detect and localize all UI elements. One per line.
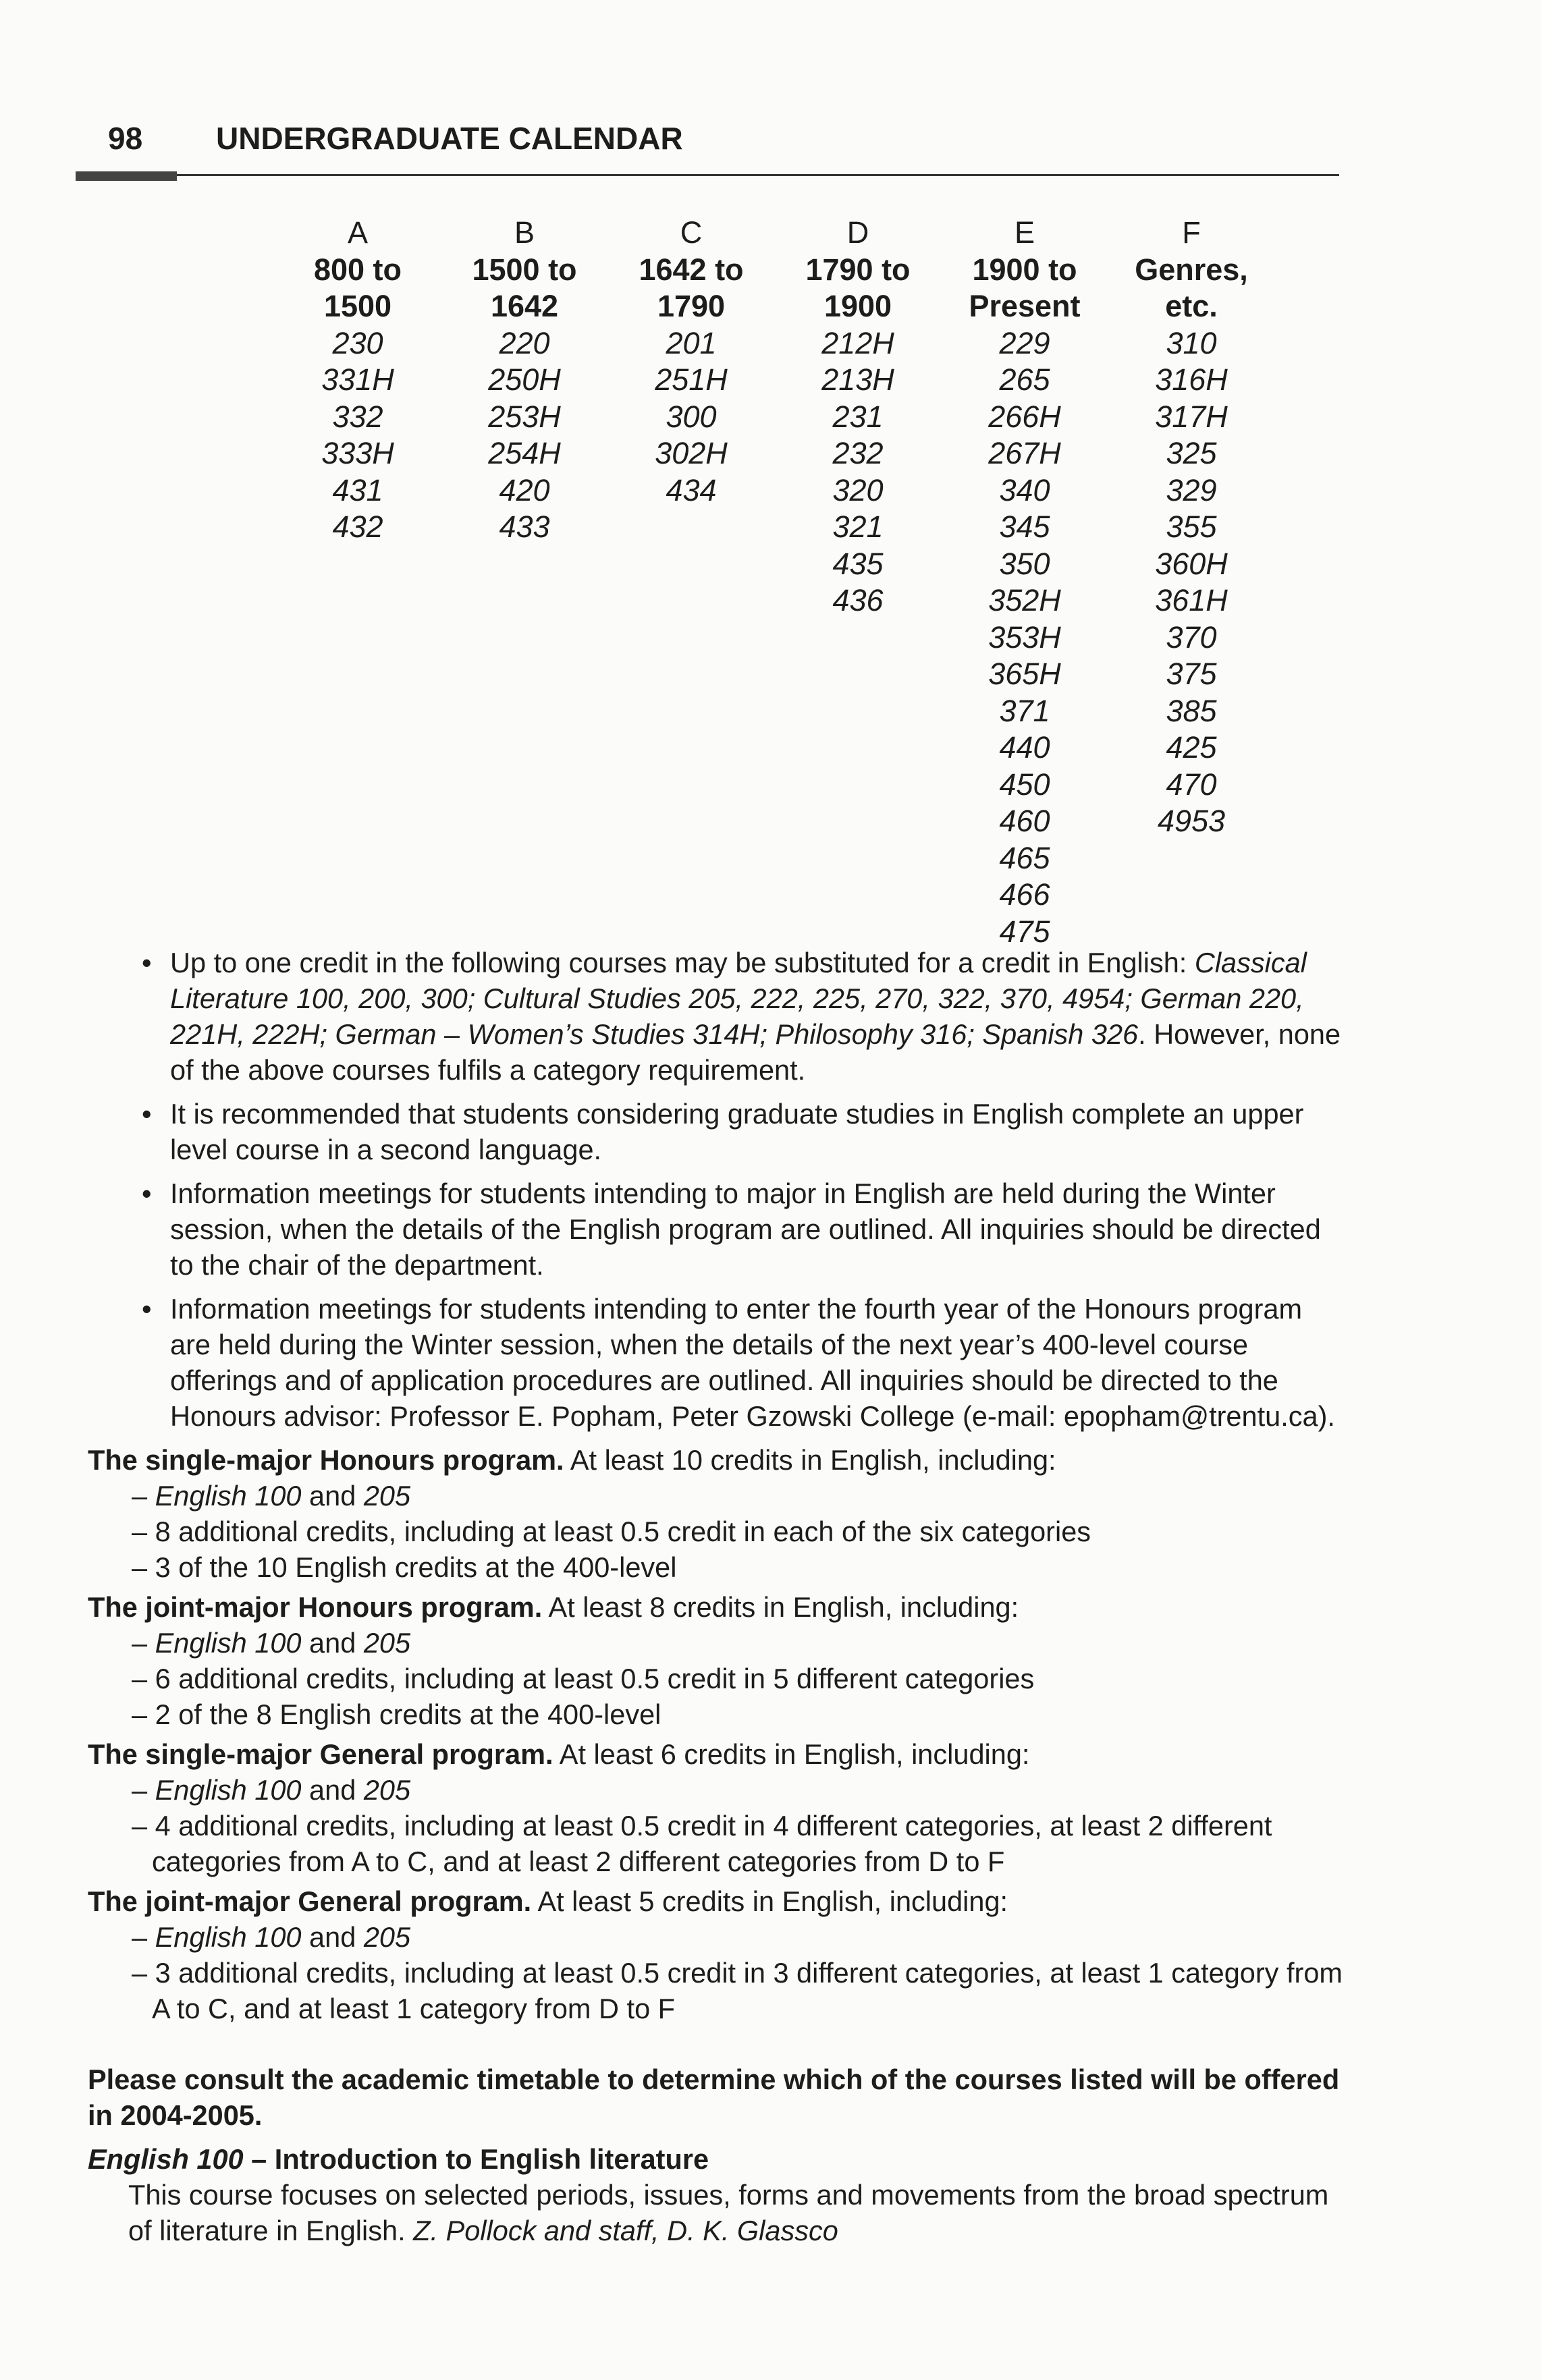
course-number: 385 bbox=[1166, 693, 1217, 728]
requirement: – 3 additional credits, including at least 0.5 credit in 3 different categories, at least 1 category from A to C, and at least 1 category from D to F bbox=[132, 1957, 1343, 2024]
requirement: – English 100 and 205 bbox=[132, 1480, 411, 1512]
page-number: 98 bbox=[108, 121, 143, 156]
category-period-start: 1642 to bbox=[639, 252, 744, 287]
header-rule-block bbox=[76, 171, 177, 181]
category-period-start: Genres, bbox=[1135, 252, 1248, 287]
requirement: – 2 of the 8 English credits at the 400-level bbox=[132, 1698, 661, 1730]
course-code: English 100 bbox=[88, 2143, 244, 2175]
course-number: 231 bbox=[832, 399, 884, 434]
course-number: 265 bbox=[999, 362, 1050, 397]
course-number: 375 bbox=[1166, 657, 1217, 691]
category-letter: E bbox=[1014, 215, 1035, 250]
program-title: The joint-major Honours program. bbox=[88, 1591, 543, 1623]
category-column-c bbox=[603, 215, 779, 509]
course-number: 470 bbox=[1166, 767, 1217, 802]
course-number: 329 bbox=[1166, 472, 1217, 507]
program-title: The single-major General program. bbox=[88, 1738, 553, 1770]
category-period-start: 1500 to bbox=[472, 252, 577, 287]
course-number: 230 bbox=[332, 325, 383, 360]
category-column-b bbox=[437, 215, 612, 546]
course-number: 251H bbox=[655, 362, 728, 397]
course-number: 317H bbox=[1155, 399, 1228, 434]
course-number: 450 bbox=[999, 767, 1050, 802]
course-number: 435 bbox=[832, 546, 884, 581]
course-list bbox=[1104, 325, 1279, 840]
requirement: – 3 of the 10 English credits at the 400-level bbox=[132, 1551, 677, 1583]
course-number: 431 bbox=[332, 472, 383, 507]
category-column-e bbox=[937, 215, 1112, 950]
course-number: 250H bbox=[488, 362, 561, 397]
requirements-text bbox=[88, 945, 1343, 2248]
course-number: 425 bbox=[1166, 730, 1217, 765]
category-period-end: 1900 bbox=[823, 289, 892, 323]
course-title: Introduction to English literature bbox=[274, 2143, 709, 2175]
course-number: 300 bbox=[666, 399, 717, 434]
course-number: 332 bbox=[332, 399, 383, 434]
requirement: – 6 additional credits, including at least 0.5 credit in 5 different categories bbox=[132, 1663, 1035, 1694]
category-letter: C bbox=[680, 215, 703, 250]
course-number: 316H bbox=[1155, 362, 1228, 397]
category-column-a bbox=[270, 215, 445, 546]
course-number: 302H bbox=[655, 436, 728, 470]
course-number: 321 bbox=[832, 509, 884, 544]
program-title: The joint-major General program. bbox=[88, 1885, 532, 1917]
course-number: 434 bbox=[666, 472, 717, 507]
course-number: 475 bbox=[999, 914, 1050, 949]
page-header bbox=[108, 120, 683, 157]
course-list bbox=[603, 325, 779, 509]
category-period-start: 800 to bbox=[313, 252, 402, 287]
course-number: 361H bbox=[1155, 583, 1228, 617]
category-column-d bbox=[770, 215, 946, 619]
course-number: 340 bbox=[999, 472, 1050, 507]
course-number: 320 bbox=[832, 472, 884, 507]
category-period-end: etc. bbox=[1165, 289, 1218, 323]
course-number: 232 bbox=[832, 436, 884, 470]
category-letter: A bbox=[347, 215, 368, 250]
course-list bbox=[437, 325, 612, 546]
course-number: 267H bbox=[988, 436, 1061, 470]
course-instructors: Z. Pollock and staff, D. K. Glassco bbox=[413, 2215, 838, 2246]
course-heading: English 100 – Introduction to English literature bbox=[88, 2143, 709, 2175]
requirement: – English 100 and 205 bbox=[132, 1627, 411, 1659]
course-number: 360H bbox=[1155, 546, 1228, 581]
course-number: 365H bbox=[988, 657, 1061, 691]
category-column-f bbox=[1104, 215, 1279, 840]
course-number: 465 bbox=[999, 840, 1050, 875]
course-number: 254H bbox=[488, 436, 561, 470]
course-list bbox=[270, 325, 445, 546]
course-number: 325 bbox=[1166, 436, 1217, 470]
course-number: 436 bbox=[832, 583, 884, 617]
note-major-meetings: • Information meetings for students intending to major in English are held during the Winter session, when the details of the English program are outlined. All inquiries should be directed to the chair of the department. bbox=[115, 1175, 1343, 1283]
course-description: This course focuses on selected periods, issues, forms and movements from the broad spectrum of literature in English. Z. Pollock and staff, D. K. Glassco bbox=[128, 2179, 1329, 2246]
note-honours-meetings: • Information meetings for students intending to enter the fourth year of the Honours program are held during the Winter session, when the details of the next year’s 400-level course offerings and of application procedures are outlined. All inquiries should be directed to the Honours advisor: Professor E. Popham, Peter Gzowski College (e-mail: epopham@trentu.ca). bbox=[115, 1291, 1343, 1434]
course-number: 350 bbox=[999, 546, 1050, 581]
course-number: 212H bbox=[821, 325, 894, 360]
program-joint-major-honours: The joint-major Honours program. At least 8 credits in English, including: – English 100 and 205 – 6 additional credits, including at least 0.5 credit in 5 different categories – 2 of the 8 English credits at the 400-level bbox=[88, 1589, 1343, 1732]
category-period-end: Present bbox=[969, 289, 1081, 323]
course-number: 352H bbox=[988, 583, 1061, 617]
category-period-end: 1642 bbox=[490, 289, 559, 323]
requirement: – English 100 and 205 bbox=[132, 1774, 411, 1806]
requirement: – English 100 and 205 bbox=[132, 1921, 411, 1953]
timetable-notice: Please consult the academic timetable to determine which of the courses listed will be offered in 2004-2005. bbox=[88, 2064, 1340, 2131]
course-number: 201 bbox=[666, 325, 717, 360]
course-number: 466 bbox=[999, 877, 1050, 912]
course-number: 433 bbox=[499, 509, 550, 544]
category-period-start: 1900 to bbox=[972, 252, 1077, 287]
category-letter: B bbox=[514, 215, 535, 250]
course-number: 370 bbox=[1166, 619, 1217, 655]
course-number: 420 bbox=[499, 472, 550, 507]
course-list bbox=[770, 325, 946, 619]
course-list bbox=[937, 325, 1112, 951]
course-number: 353H bbox=[988, 619, 1061, 655]
course-number: 333H bbox=[321, 436, 394, 470]
program-joint-major-general: The joint-major General program. At least 5 credits in English, including: – English 100 and 205 – 3 additional credits, including at least 0.5 credit in 3 different categories, at least 1 category from A to C, and at least 1 category from D to F bbox=[88, 1883, 1343, 2026]
course-number: 220 bbox=[499, 325, 550, 360]
header-rule bbox=[76, 174, 1339, 176]
course-number: 371 bbox=[999, 693, 1050, 728]
course-number: 355 bbox=[1166, 509, 1217, 544]
category-period-start: 1790 to bbox=[805, 252, 911, 287]
course-number: 266H bbox=[988, 399, 1061, 434]
note-substitution: • Up to one credit in the following courses may be substituted for a credit in English: Classical Literature 100, 200, 300; Cultural Studies 205, 222, 225, 270, 322, 370, 4954; German 220, 221H, 222H; German – Women’s Studies 314H; Philosophy 316; Spanish 326. However, none of the above courses fulfils a category requirement. bbox=[115, 945, 1343, 1088]
program-title: The single-major Honours program. bbox=[88, 1444, 564, 1476]
course-number: 4953 bbox=[1157, 804, 1226, 838]
course-number: 253H bbox=[488, 399, 561, 434]
category-letter: D bbox=[846, 215, 869, 250]
category-period-end: 1500 bbox=[323, 289, 392, 323]
course-number: 213H bbox=[821, 362, 894, 397]
course-number: 310 bbox=[1166, 325, 1217, 360]
course-number: 432 bbox=[332, 509, 383, 544]
header-title: UNDERGRADUATE CALENDAR bbox=[216, 121, 683, 156]
course-number: 229 bbox=[999, 325, 1050, 360]
category-period-end: 1790 bbox=[657, 289, 726, 323]
course-number: 460 bbox=[999, 804, 1050, 838]
note-second-language: • It is recommended that students considering graduate studies in English complete an upper level course in a second language. bbox=[115, 1096, 1343, 1167]
course-number: 345 bbox=[999, 509, 1050, 544]
requirement: – 8 additional credits, including at least 0.5 credit in each of the six categories bbox=[132, 1516, 1091, 1547]
requirement: – 4 additional credits, including at least 0.5 credit in 4 different categories, at least 2 different categories from A to C, and at least 2 different categories from D to F bbox=[132, 1810, 1272, 1877]
category-letter: F bbox=[1182, 215, 1201, 250]
category-table bbox=[270, 215, 1350, 950]
program-single-major-honours: The single-major Honours program. At least 10 credits in English, including: – English 100 and 205 – 8 additional credits, including at least 0.5 credit in each of the six categories – 3 of the 10 English credits at the 400-level bbox=[88, 1442, 1343, 1585]
course-number: 331H bbox=[321, 362, 394, 397]
course-number: 440 bbox=[999, 730, 1050, 765]
program-single-major-general: The single-major General program. At least 6 credits in English, including: – English 100 and 205 – 4 additional credits, including at least 0.5 credit in 4 different categories, at least 2 different categories from A to C, and at least 2 different categories from D to F bbox=[88, 1736, 1343, 1879]
